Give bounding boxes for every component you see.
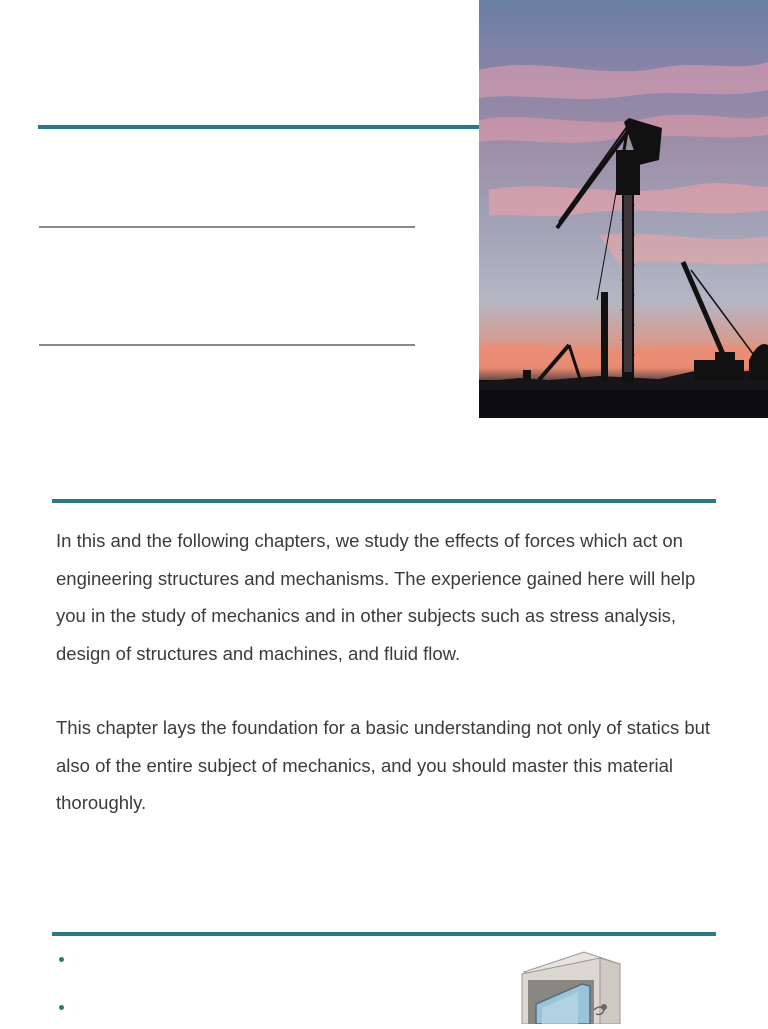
crane-sunset-photo [479, 0, 768, 418]
bullet-point [59, 1005, 64, 1010]
foundation-paragraph: This chapter lays the foundation for a basic understanding not only of statics but also of the entire subject of mechanics, and you should master this material thoroughly. [56, 717, 711, 813]
title-rule [38, 125, 480, 129]
safe-icon [512, 950, 630, 1024]
section-divider-top [52, 499, 716, 503]
title-underline-2 [39, 344, 415, 346]
section-divider-bottom [52, 932, 716, 936]
title-underline-1 [39, 226, 415, 228]
bullet-point [59, 957, 64, 962]
intro-paragraph: In this and the following chapters, we study the effects of forces which act on engineering structures and mechanisms. The experience gained here will help you in the study of mechanics and in other subjects such as stress analysis, design of structures and machines, and fluid flow. [56, 530, 696, 664]
